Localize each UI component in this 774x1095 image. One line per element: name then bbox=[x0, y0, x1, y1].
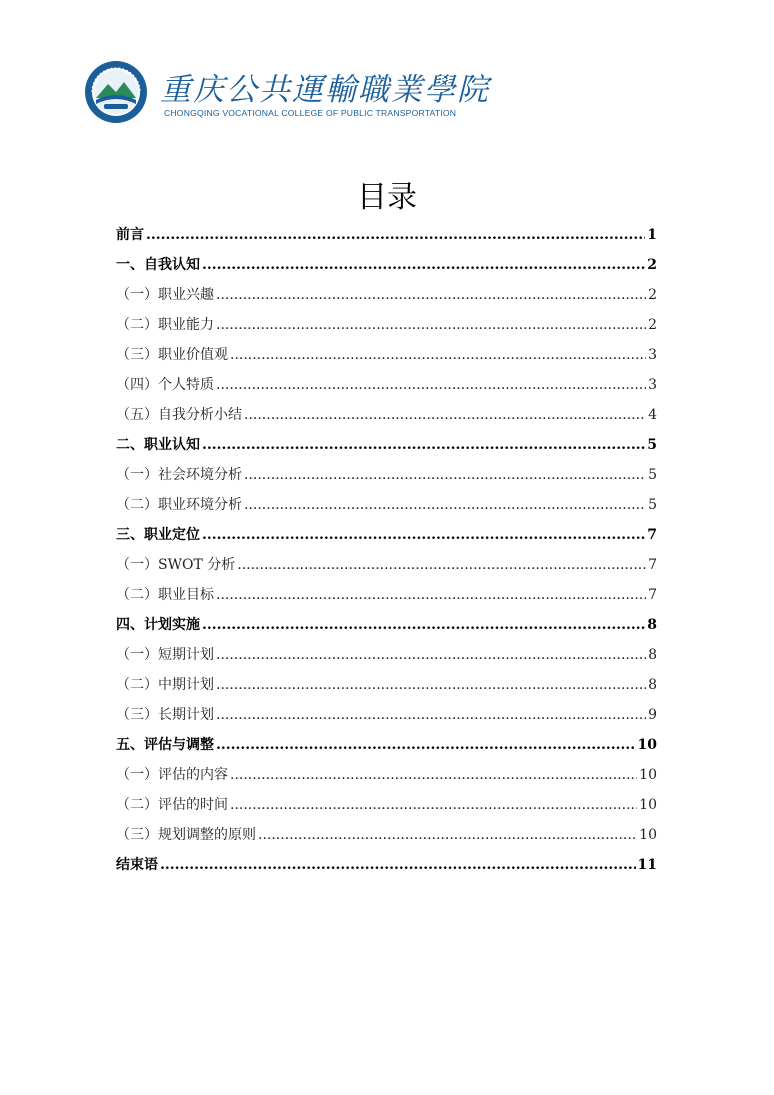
toc-leader-dots bbox=[244, 490, 646, 520]
school-name-en: CHONGQING VOCATIONAL COLLEGE OF PUBLIC TRANSPORTATION bbox=[164, 108, 457, 118]
toc-entry[interactable] bbox=[116, 400, 657, 430]
toc-entry-page: 7 bbox=[648, 557, 657, 573]
toc-entry-label: （五）自我分析小结 bbox=[116, 407, 242, 423]
toc-leader-dots bbox=[146, 220, 645, 250]
document-header bbox=[84, 60, 490, 130]
toc-leader-dots bbox=[216, 640, 646, 670]
toc-entry-page: 3 bbox=[648, 377, 657, 393]
toc-leader-dots bbox=[230, 790, 637, 820]
toc-entry[interactable] bbox=[116, 640, 657, 670]
toc-entry-label: （二）职业能力 bbox=[116, 317, 214, 333]
toc-entry[interactable] bbox=[116, 520, 657, 550]
toc-entry-label: （二）职业目标 bbox=[116, 587, 214, 603]
toc-entry[interactable] bbox=[116, 490, 657, 520]
toc-entry-page: 10 bbox=[639, 767, 657, 783]
toc-entry[interactable] bbox=[116, 370, 657, 400]
toc-entry[interactable] bbox=[116, 670, 657, 700]
toc-entry-label: （四）个人特质 bbox=[116, 377, 214, 393]
toc-leader-dots bbox=[216, 580, 646, 610]
toc-leader-dots bbox=[244, 400, 646, 430]
toc-entry[interactable] bbox=[116, 250, 657, 280]
toc-leader-dots bbox=[230, 760, 637, 790]
toc-entry-label: （二）职业环境分析 bbox=[116, 497, 242, 513]
toc-entry-page: 9 bbox=[648, 707, 657, 723]
toc-leader-dots bbox=[216, 730, 636, 760]
toc-entry-label: （二）评估的时间 bbox=[116, 797, 228, 813]
toc-entry-label: 一、自我认知 bbox=[116, 257, 200, 273]
toc-entry[interactable] bbox=[116, 340, 657, 370]
table-of-contents bbox=[116, 220, 657, 880]
toc-entry[interactable] bbox=[116, 310, 657, 340]
toc-entry[interactable] bbox=[116, 610, 657, 640]
toc-entry-page: 3 bbox=[648, 347, 657, 363]
toc-entry-page: 10 bbox=[639, 827, 657, 843]
toc-leader-dots bbox=[202, 610, 645, 640]
toc-entry-page: 5 bbox=[647, 437, 657, 453]
toc-entry[interactable] bbox=[116, 820, 657, 850]
toc-entry-page: 10 bbox=[637, 737, 657, 753]
toc-entry-page: 1 bbox=[647, 227, 657, 243]
toc-entry-page: 7 bbox=[648, 587, 657, 603]
toc-entry-page: 2 bbox=[647, 257, 657, 273]
toc-leader-dots bbox=[202, 430, 645, 460]
toc-leader-dots bbox=[216, 280, 646, 310]
toc-entry[interactable] bbox=[116, 550, 657, 580]
toc-entry[interactable] bbox=[116, 730, 657, 760]
toc-entry[interactable] bbox=[116, 280, 657, 310]
toc-leader-dots bbox=[202, 250, 645, 280]
toc-entry[interactable] bbox=[116, 220, 657, 250]
toc-entry[interactable] bbox=[116, 460, 657, 490]
toc-leader-dots bbox=[258, 820, 637, 850]
toc-entry[interactable] bbox=[116, 790, 657, 820]
toc-entry-label: （一）社会环境分析 bbox=[116, 467, 242, 483]
toc-entry-label: （一）SWOT 分析 bbox=[116, 557, 236, 573]
toc-entry-page: 8 bbox=[647, 617, 657, 633]
toc-entry-page: 5 bbox=[648, 467, 657, 483]
toc-entry-label: （一）职业兴趣 bbox=[116, 287, 214, 303]
toc-entry-page: 4 bbox=[648, 407, 657, 423]
toc-entry-page: 5 bbox=[648, 497, 657, 513]
toc-entry[interactable] bbox=[116, 700, 657, 730]
toc-entry-label: （一）短期计划 bbox=[116, 647, 214, 663]
toc-entry-label: （三）规划调整的原则 bbox=[116, 827, 256, 843]
school-emblem-icon bbox=[84, 60, 148, 124]
toc-entry-label: 三、职业定位 bbox=[116, 527, 200, 543]
toc-entry[interactable] bbox=[116, 760, 657, 790]
toc-entry[interactable] bbox=[116, 850, 657, 880]
toc-leader-dots bbox=[216, 370, 646, 400]
school-name-cn: 重庆公共運輸職業學院 bbox=[160, 72, 490, 108]
toc-leader-dots bbox=[216, 700, 646, 730]
toc-entry[interactable] bbox=[116, 580, 657, 610]
toc-leader-dots bbox=[160, 850, 636, 880]
toc-leader-dots bbox=[230, 340, 646, 370]
toc-leader-dots bbox=[237, 550, 646, 580]
toc-leader-dots bbox=[216, 310, 646, 340]
toc-entry-label: （三）长期计划 bbox=[116, 707, 214, 723]
toc-entry-page: 2 bbox=[648, 317, 657, 333]
toc-entry-label: 五、评估与调整 bbox=[116, 737, 214, 753]
toc-entry-label: 结束语 bbox=[116, 857, 158, 873]
toc-leader-dots bbox=[216, 670, 646, 700]
toc-entry[interactable] bbox=[116, 430, 657, 460]
toc-entry-label: （二）中期计划 bbox=[116, 677, 214, 693]
toc-entry-page: 11 bbox=[637, 857, 657, 873]
toc-entry-label: （一）评估的内容 bbox=[116, 767, 228, 783]
toc-entry-page: 8 bbox=[648, 677, 657, 693]
toc-entry-page: 2 bbox=[648, 287, 657, 303]
toc-entry-label: 二、职业认知 bbox=[116, 437, 200, 453]
toc-entry-page: 7 bbox=[647, 527, 657, 543]
toc-entry-label: 四、计划实施 bbox=[116, 617, 200, 633]
toc-entry-page: 8 bbox=[648, 647, 657, 663]
toc-leader-dots bbox=[202, 520, 645, 550]
toc-leader-dots bbox=[244, 460, 646, 490]
toc-entry-page: 10 bbox=[639, 797, 657, 813]
toc-title: 目录 bbox=[357, 180, 417, 215]
toc-entry-label: 前言 bbox=[116, 227, 144, 243]
toc-entry-label: （三）职业价值观 bbox=[116, 347, 228, 363]
